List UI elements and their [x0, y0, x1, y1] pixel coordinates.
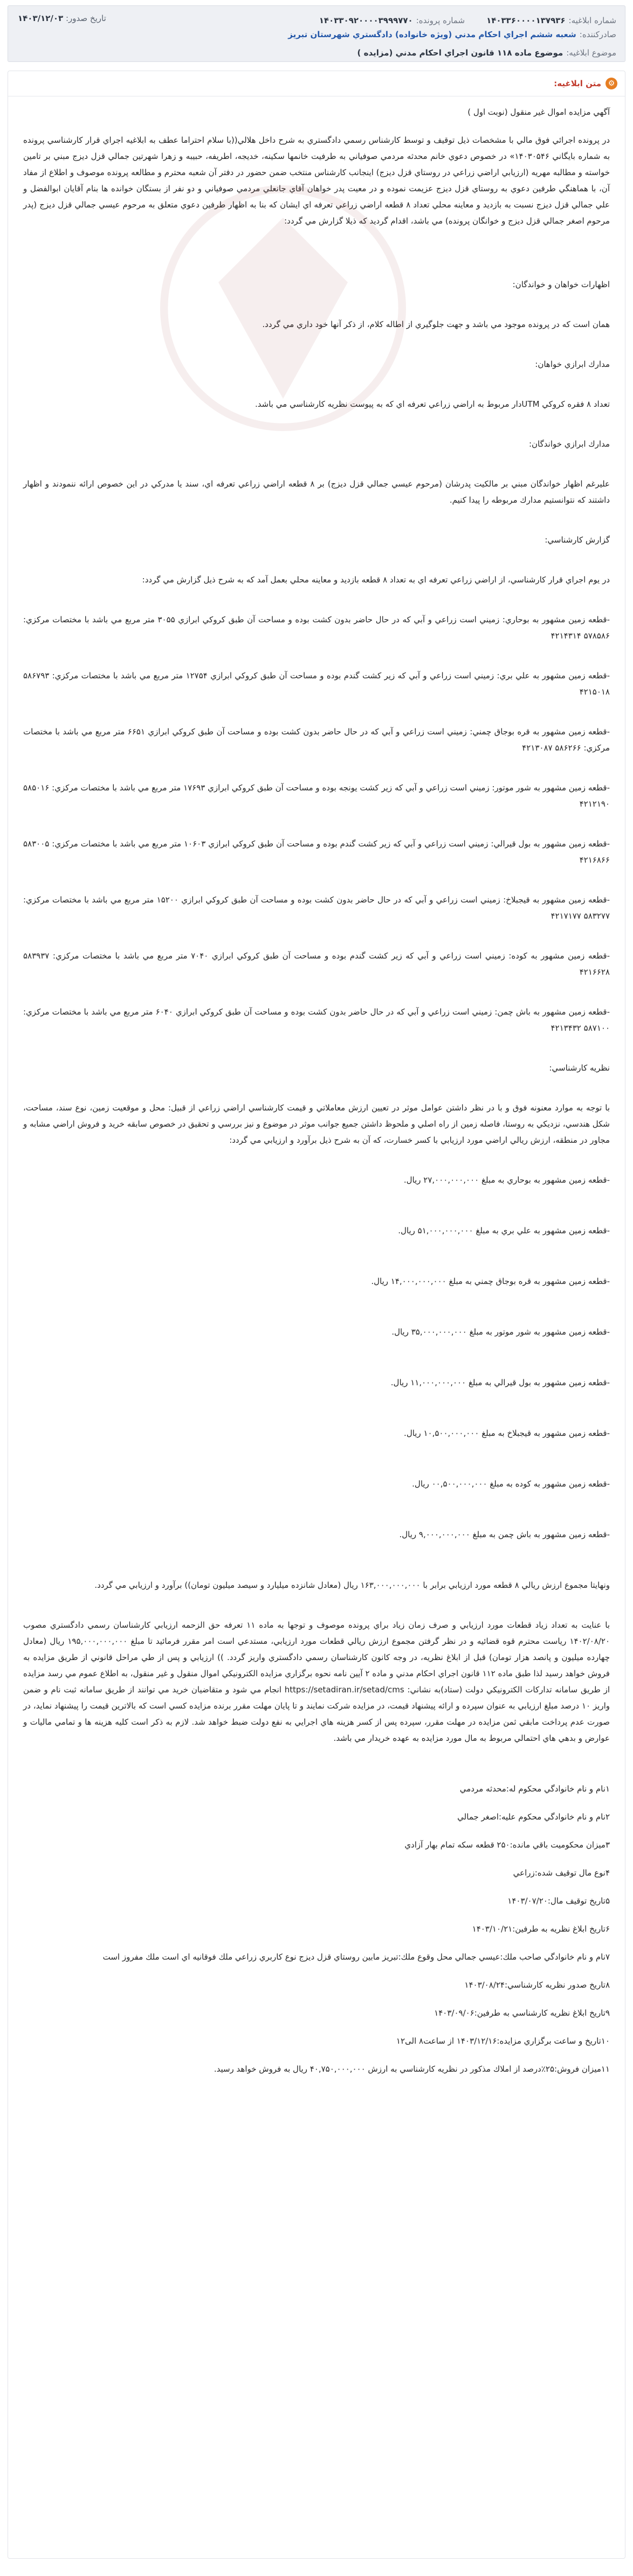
issuer-label: صادرکننده:	[579, 30, 616, 39]
detail-item: ۱۱ميزان فروش:۲۵٪درصد از املاك مذكور در نظريه كارشناسي به ارزش ۴۰,۷۵۰,۰۰۰,۰۰۰ ريال به فروش خواهد رسيد.	[214, 2064, 610, 2074]
header-row-numbers	[17, 13, 616, 27]
parties-heading: اظهارات خواهان و خواندگان:	[512, 280, 610, 289]
issue-date-group	[18, 13, 106, 23]
gear-icon: ⚙	[606, 78, 617, 89]
parcel-item: -قطعه زمين مشهور به شور موتور: زميني است زراعي و آبي كه زير كشت يونجه بوده و مساحت آن طبق كروكي ابرازي ۱۷۶۹۳ متر مربع مي باشد با مختصات مركزي: ۵۸۵۰۱۶ ۴۲۱۲۱۹۰	[23, 783, 610, 809]
opinion-heading: نظريه كارشناسي:	[549, 1063, 610, 1073]
valuation-item: -قطعه زمين مشهور به بول قيرالي به مبلغ ۱۱,۰۰۰,۰۰۰,۰۰۰ ريال.	[390, 1378, 610, 1387]
parcel-item: -قطعه زمين مشهور به قيجبلاخ: زميني است زراعي و آبي كه در حال حاضر بدون كشت بوده و مساحت آن طبق كروكي ابرازي ۱۵۲۰۰ متر مربع مي باشد با مختصات مركزي: ۵۸۳۲۷۷ ۴۲۱۷۱۷۷	[23, 895, 610, 921]
parcel-item: -قطعه زمين مشهور به علي بري: زميني است زراعي و آبي كه زير كشت گندم بوده و مساحت آن طبق كروكي ابرازي ۱۲۷۵۴ متر مربع مي باشد با مختصات مركزي: ۵۸۶۷۹۳ ۴۲۱۵۰۱۸	[23, 671, 610, 697]
report-intro: در يوم اجراي قرار كارشناسي، از اراضي زراعي تعرفه اي به تعداد ۸ قطعه بازديد و معاينه محلي بعمل آمد كه به شرح ذيل گزارش مي گردد:	[142, 575, 610, 585]
detail-item: ۱نام و نام خانوادگي محکوم له:محدثه مردمي	[459, 1784, 610, 1794]
parcel-item: -قطعه زمين مشهور به بوحاري: زميني است زراعي و آبي كه در حال حاضر بدون كشت بوده و مساحت آن طبق كروكي ابرازي ۳۰۵۵ متر مربع مي باشد با مختصات مركزي: ۵۷۸۵۸۶ ۴۲۱۴۳۱۴	[23, 615, 610, 641]
defendants-docs-heading: مدارك ابرازي خواندگان:	[528, 439, 610, 449]
auction-text: با عنايت به تعداد زياد قطعات مورد ارزيابي و صرف زمان زياد براي پرونده موصوف و توجها به ماده ۱۱ تعرفه حق الزحمه ارزيابي كارشناسان رسمي دادگستري مصوب ۱۴۰۲/۰۸/۲۰ رياست محترم قوه قضائيه و در نظر گرفتن مجموع ارزش ريالي قطعات مورد ارزيابي، مستدعي است امر مقرر فرمائيد تا مبلغ ۱۹۵,۰۰۰,۰۰۰,۰۰۰ ريال (معادل چهارده ميليون و پانصد هزار تومان) قبل از ابلاغ نظريه، در وجه كانون كارشناسان رسمي دادگستري واريز گردد. )) ارزيابي و پس از طي مراحل قانوني از طريق مزايده به فروش خواهد رسيد لذا طبق ماده ۱۱۲ قانون اجراي احكام مدني و ماده ۲ آيين نامه نحوه برگزاري مزايده الكترونيكي اموال منقول و غير منقول، به اطلاع عموم مي رسد مزايده از طريق سامانه تداركات الكترونيكي دولت (ستاد)به نشاني: https://setadiran.ir/setad/cms انجام مي شود و متقاضيان خريد مي توانند از طريق سامانه ثبت نام و ضمن واريز ۱۰ درصد مبلغ ارزيابي به عنوان سپرده و ارائه پيشنهاد قيمت، در مزايده شركت نمايند و تا پايان مهلت مقرر برنده مزايده كسي است كه بالاترين قيمت را پيشنهاد نمايد، در صورت عدم پرداخت مابقي ثمن مزايده در مهلت مقرر، سپرده پس از كسر هزينه هاي اجرايي به نفع دولت ضبط خواهد شد. لازم به ذكر است كليه هزينه ها و تمامي ماليات و عوارض و بدهي هاي احتمالي مربوط به مال مورد مزايده به عهده خريدار مي باشد.	[23, 1620, 610, 1743]
notice-header	[8, 5, 625, 62]
detail-item: ۹تاريخ ابلاغ نظريه كارشناسي به طرفين:۱۴۰۳/۰۹/۰۶	[434, 2008, 610, 2018]
notice-number-label: شماره ابلاغيه:	[568, 16, 616, 25]
detail-item: ۶تاريخ ابلاغ نظريه به طرفين:۱۴۰۳/۱۰/۲۱	[472, 1924, 610, 1934]
card-title-bar	[8, 71, 625, 96]
detail-item: ۲نام و نام خانوادگي محکوم عليه:اصغر جمالي	[457, 1812, 610, 1822]
issue-date-label: تاريخ صدور:	[65, 13, 106, 23]
parcel-item: -قطعه زمين مشهور به قره بوجاق چمني: زميني است زراعي و آبي كه در حال حاضر بدون كشت بوده و مساحت آن طبق كروكي ابرازي ۶۶۵۱ متر مربع مي باشد با مختصات مركزي: ۵۸۶۲۶۶ ۴۲۱۳۰۸۷	[23, 727, 610, 753]
header-row-issuer	[17, 27, 616, 41]
notice-heading: آگهي مزايده اموال غير منقول (نوبت اول )	[467, 107, 610, 117]
detail-item: ۴نوع مال توقيف شده:زراعي	[513, 1868, 610, 1878]
detail-item: ۸تاريخ صدور نظريه كارشناسي:۱۴۰۳/۰۸/۲۴	[464, 1980, 610, 1990]
issue-date: ۱۴۰۳/۱۲/۰۳	[18, 13, 64, 23]
valuation-item: -قطعه زمين مشهور به كوده به مبلغ ۰۰,۵۰۰,۰۰۰,۰۰۰ ريال.	[412, 1479, 610, 1489]
valuation-item: -قطعه زمين مشهور به قره بوجاق چمني به مبلغ ۱۴,۰۰۰,۰۰۰,۰۰۰ ريال.	[371, 1276, 610, 1286]
subject: موضوع ماده ۱۱۸ قانون اجراي احکام مدني (مزايده )	[357, 48, 563, 58]
defendants-docs-text: عليرغم اظهار خواندگان مبني بر مالكيت پدرشان (مرحوم عيسي جمالي قزل ديزج) بر ۸ قطعه اراضي زراعي تعرفه اي، سند يا مدركي در اين خصوص ارائه ننمودند و اظهار داشتند كه نتوانستيم مدارك مربوطه را پيدا كنيم.	[23, 479, 610, 505]
notice-intro: در پرونده اجرائي فوق مالي با مشخصات ذيل توقيف و توسط كارشناس رسمي دادگستري به شرح داخل هلالي((با سلام احتراما عطف به ابلاغيه اجراي قرار كارشناسي پرونده به شماره بايگاني ۱۴۰۳۰۵۴۶» در خصوص دعوي خانم محدثه مردمي صوفياني به طرفيت خانمها سكينه، خديجه، اطريفه، حبيبه و زهرا شهرتين جمالي قزل دیزج مبني بر تامين خواسته و مطالبه مهريه (ارزيابي اراضي زراعي در روستاي قزل دیزج) اينجانب كارشناس منتخب ضمن حضور در دفتر آن شعبه محترم و مطالعه پرونده موصوف و اطلاع از مفاد آن، با هماهنگي طرفين دعوي به روستاي قزل ديزج عزيمت نموده و در معيت پدر خواهان آقاي جانعلي مردمي صوفياني و دو نفر از بستگان خوانده ها بنام آقايان ابوالفضل و علي جمالي قزل ديزج نسبت به بازديد و معاينه محلي تعداد ۸ قطعه اراضي زراعي تعرفه اي ايشان كه بنا به اظهار طرفين دعوي متعلق به مرحوم عيسي جمالي قزل دیزج (پدر مرحوم اصغر جمالي قزل دیزج و خوانگان پرونده) مي باشد، اقدام گرديد كه ذيلا گزارش مي گردد:	[23, 135, 610, 226]
report-heading: گزارش كارشناسي:	[545, 535, 610, 545]
notice-card	[8, 71, 625, 2559]
parcel-item: -قطعه زمين مشهور به بول قيرالي: زميني است زراعي و آبي كه زير كشت گندم بوده و مساحت آن طبق كروكي ابرازي ۱۰۶۰۳ متر مربع مي باشد با مختصات مركزي: ۵۸۳۰۰۵ ۴۲۱۶۸۶۶	[23, 839, 610, 865]
case-number: ۱۴۰۳۳۰۹۲۰۰۰۰۳۹۹۹۷۷۰	[319, 16, 413, 25]
docs-heading: مدارك ابرازي خواهان:	[535, 359, 610, 369]
total-valuation: ونهايتا مجموع ارزش ريالي ۸ قطعه مورد ارزيابي برابر با ۱۶۳,۰۰۰,۰۰۰,۰۰۰ ريال (معادل شانزده ميليارد و سيصد ميليون تومان)) برآورد و ارزيابي مي گردد.	[94, 1580, 610, 1590]
detail-item: ۵تاريخ توقيف مال:۱۴۰۳/۰۷/۲۰	[507, 1896, 610, 1906]
opinion-intro: با توجه به موارد معنونه فوق و با در نظر داشتن عوامل موثر در تعيين ارزش معاملاتي و قيمت كارشناسي اراضي زراعي از قبيل: محل و موقعيت زمين، نوع سند، مساحت، شكل هندسي، نزديكي به روستا، فاصله زمين از راه اصلي و ملحوظ داشتن جميع جوانب موثر در موضوع و نيز بررسي و تحقيق در خصوص سابقه خريد و فروش اراضي مشابه و مجاور در منطقه، ارزش ريالي اراضي مورد ارزيابي با كسر خسارت، كه آن به شرح ذيل برآورد و ارزيابي مي گردد:	[23, 1103, 610, 1145]
case-number-label: شماره پرونده:	[416, 16, 465, 25]
issuer: شعبه ششم اجراي احكام مدني (ويژه خانواده) دادگستري شهرستان تبريز	[288, 30, 576, 39]
detail-item: ۷نام و نام خانوادگي صاحب ملك:عيسي جمالي محل وقوع ملك:تبريز مابين روستاي قزل ديزج نوع كاربري زراعي ملك فوقانيه اي است ملك مفروز است	[102, 1952, 610, 1962]
parties-text: همان است كه در پرونده موجود مي باشد و جهت جلوگيري از اطاله كلام، از ذكر آنها خود داري مي گردد.	[262, 320, 610, 329]
notice-number: ۱۴۰۳۳۶۰۰۰۰۱۳۷۹۳۶	[486, 16, 566, 25]
card-title: متن ابلاغيه:	[554, 79, 601, 88]
parcel-item: -قطعه زمين مشهور به كوده: زميني است زراعي و آبي كه زير كشت گندم بوده و مساحت آن طبق كروكي ابرازي ۷۰۴۰ متر مربع مي باشد با مختصات مركزي: ۵۸۳۹۳۷ ۴۲۱۶۶۲۸	[23, 951, 610, 977]
header-row-subject	[17, 46, 616, 60]
valuation-item: -قطعه زمين مشهور به شور موتور به مبلغ ۳۵,۰۰۰,۰۰۰,۰۰۰ ريال.	[391, 1327, 610, 1337]
subject-label: موضوع ابلاغيه:	[566, 48, 616, 58]
valuation-item: -قطعه زمين مشهور به علي بري به مبلغ ۵۱,۰۰۰,۰۰۰,۰۰۰ ريال.	[398, 1226, 610, 1235]
valuation-item: -قطعه زمين مشهور به قيجبلاخ به مبلغ ۱۰,۵۰۰,۰۰۰,۰۰۰ ريال.	[404, 1428, 610, 1438]
valuation-item: -قطعه زمين مشهور به بوحاري به مبلغ ۲۷,۰۰۰,۰۰۰,۰۰۰ ريال.	[403, 1175, 610, 1185]
docs-text: تعداد ۸ فقره كروكي UTMدار مربوط به اراضي زراعي تعرفه اي كه به پيوست نظريه كارشناسي مي باشد.	[254, 399, 610, 409]
detail-item: ۱۰تاريخ و ساعت برگزاري مزايده:۱۴۰۳/۱۲/۱۶ از ساعت۸ الی۱۲	[396, 2036, 610, 2046]
parcel-item: -قطعه زمين مشهور به باش چمن: زميني است زراعي و آبي كه در حال حاضر بدون كشت بوده و مساحت آن طبق كروكي ابرازي ۶۰۴۰ متر مربع مي باشد با مختصات مركزي: ۵۸۷۱۰۰ ۴۲۱۳۴۳۲	[23, 1007, 610, 1033]
detail-item: ۳ميزان محکوميت باقي مانده:۲۵۰ قطعه سكه تمام بهار آزادي	[404, 1840, 610, 1850]
notice-body	[8, 96, 625, 2077]
valuation-item: -قطعه زمين مشهور به باش چمن به مبلغ ۹,۰۰۰,۰۰۰,۰۰۰ ريال.	[399, 1530, 610, 1539]
